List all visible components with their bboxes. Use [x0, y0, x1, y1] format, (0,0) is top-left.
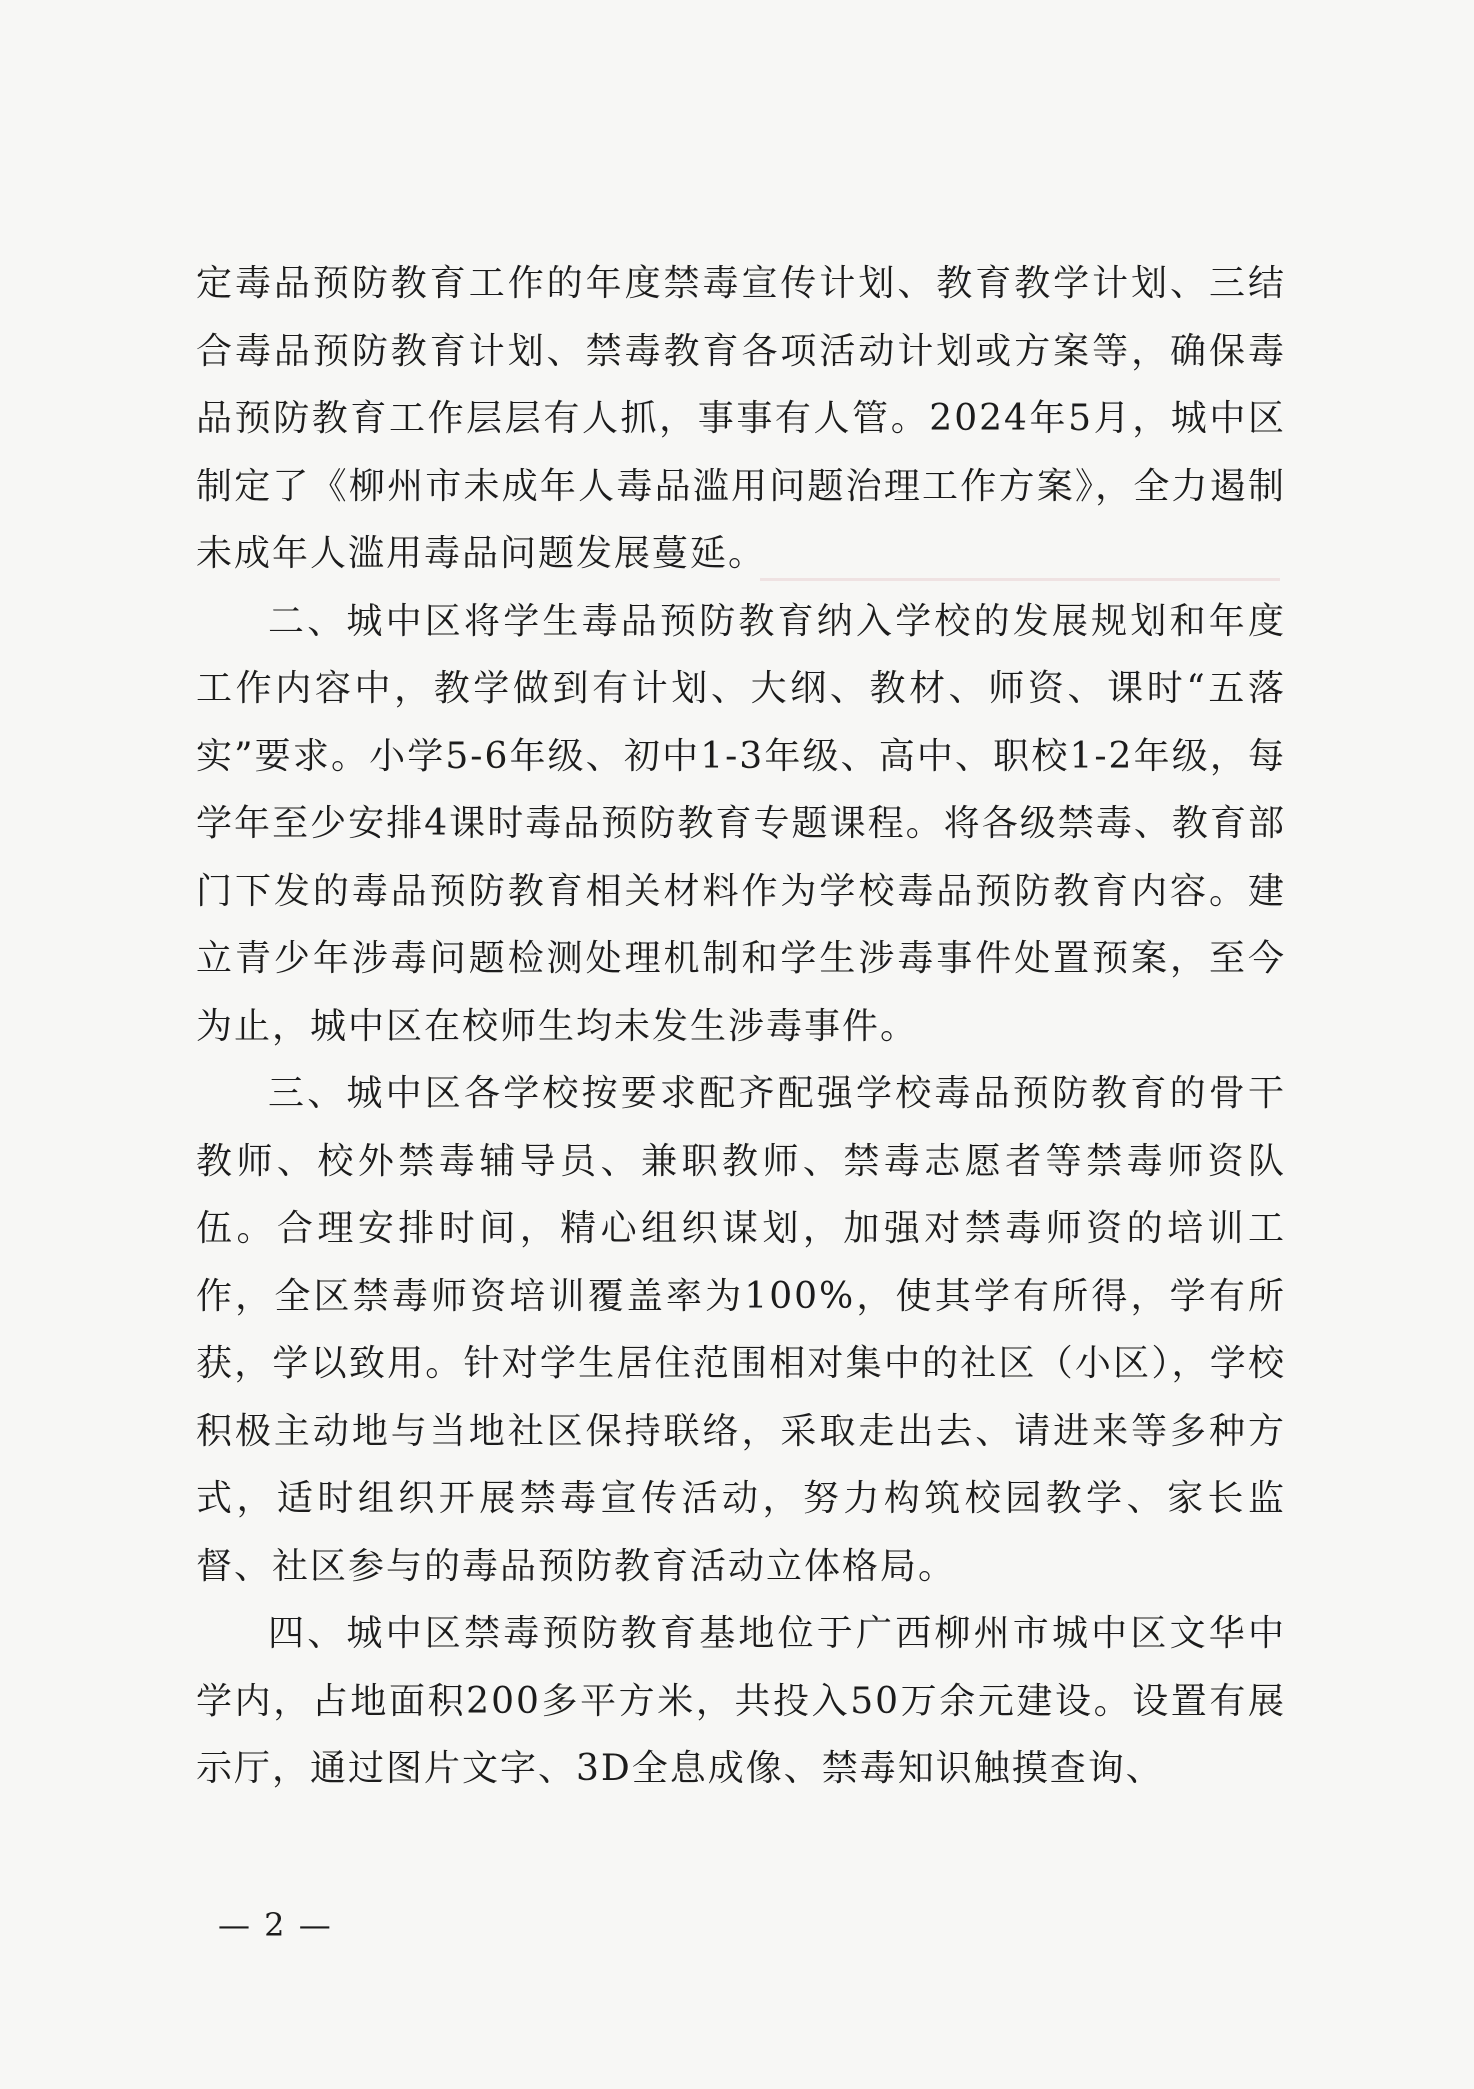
page-number: — 2 — — [218, 1906, 333, 1944]
paragraph-continued-plans: 定毒品预防教育工作的年度禁毒宣传计划、教育教学计划、三结合毒品预防教育计划、禁毒教育各项活动计划或方案等，确保毒品预防教育工作层层有人抓，事事有人管。2024年5月，城中区制定了《柳州市未成年人毒品滥用问题治理工作方案》，全力遏制未成年人滥用毒品问题发展蔓延。 — [196, 263, 1286, 574]
document-body — [196, 250, 1286, 1803]
paragraph-three-teachers: 三、城中区各学校按要求配齐配强学校毒品预防教育的骨干教师、校外禁毒辅导员、兼职教师、禁毒志愿者等禁毒师资队伍。合理安排时间，精心组织谋划，加强对禁毒师资的培训工作，全区禁毒师资培训覆盖率为100%，使其学有所得，学有所获，学以致用。针对学生居住范围相对集中的社区（小区），学校积极主动地与当地社区保持联络，采取走出去、请进来等多种方式，适时组织开展禁毒宣传活动，努力构筑校园教学、家长监督、社区参与的毒品预防教育活动立体格局。 — [196, 1073, 1286, 1587]
paragraph-four-education-base: 四、城中区禁毒预防教育基地位于广西柳州市城中区文华中学内，占地面积200多平方米，共投入50万余元建设。设置有展示厅，通过图片文字、3D全息成像、禁毒知识触摸查询、 — [196, 1613, 1286, 1789]
paragraph-two-curriculum: 二、城中区将学生毒品预防教育纳入学校的发展规划和年度工作内容中，教学做到有计划、大纲、教材、师资、课时“五落实”要求。小学5-6年级、初中1-3年级、高中、职校1-2年级，每学年至少安排4课时毒品预防教育专题课程。将各级禁毒、教育部门下发的毒品预防教育相关材料作为学校毒品预防教育内容。建立青少年涉毒问题检测处理机制和学生涉毒事件处置预案，至今为止，城中区在校师生均未发生涉毒事件。 — [196, 600, 1286, 1047]
